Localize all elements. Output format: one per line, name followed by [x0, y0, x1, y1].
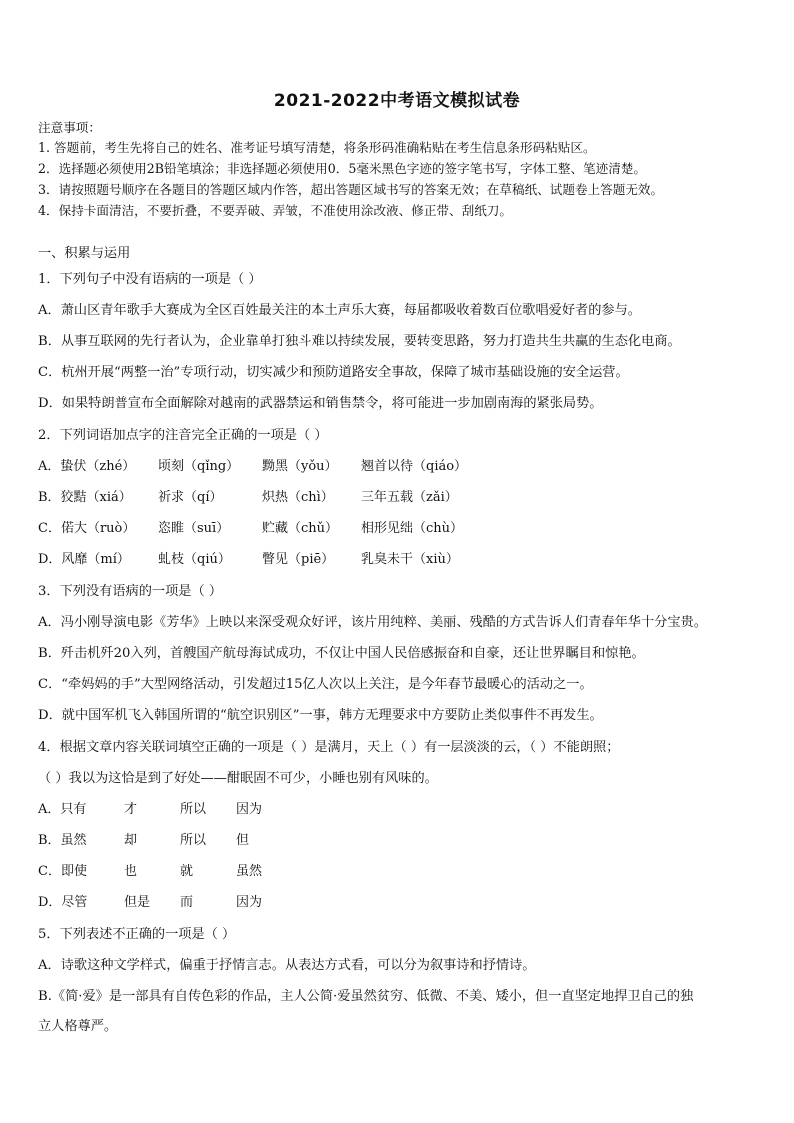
- q2-a-word-2: 顷刻（qǐng）: [158, 459, 240, 474]
- q2-c-word-1: C．偌大（ruò）: [38, 521, 136, 536]
- q2-d-word-3: 瞥见（piē）: [262, 552, 335, 567]
- q4-c-word-3: 就: [180, 864, 194, 879]
- q5-stem: 5．下列表述不正确的一项是（ ）: [38, 927, 236, 942]
- q2-c-word-4: 相形见绌（chù）: [361, 521, 464, 536]
- notice-item-1: 1. 答题前，考生先将自己的姓名、准考证号填写清楚，将条形码准确粘贴在考生信息条形码粘贴区。: [38, 140, 596, 155]
- q4-a-word-2: 才: [124, 802, 138, 817]
- q2-d-word-4: 乳臭未干（xiù）: [361, 552, 459, 567]
- q1-option-a: A．萧山区青年歌手大赛成为全区百姓最关注的本土声乐大赛，每届都吸收着数百位歌唱爱好者的参与。: [38, 303, 641, 318]
- q2-a-word-4: 翘首以待（qiáo）: [361, 459, 468, 474]
- q2-d-word-2: 虬枝（qiú）: [158, 552, 231, 567]
- q4-b-word-4: 但: [236, 833, 250, 848]
- notice-item-3: 3．请按照题号顺序在各题目的答题区域内作答，超出答题区域书写的答案无效；在草稿纸、试题卷上答题无效。: [38, 182, 664, 197]
- notice-item-2: 2．选择题必须使用2B铅笔填涂；非选择题必须使用0．5毫米黑色字迹的签字笔书写，字体工整、笔迹清楚。: [38, 161, 647, 176]
- q3-option-b: B．歼击机歼20入列，首艘国产航母海试成功，不仅让中国人民倍感振奋和自豪，还让世界瞩目和惊艳。: [38, 646, 645, 661]
- notice-heading: 注意事项：: [38, 120, 101, 135]
- q1-option-b: B．从事互联网的先行者认为，企业靠单打独斗难以持续发展，要转变思路，努力打造共生共赢的生态化电商。: [38, 334, 681, 349]
- q3-option-c: C．“牵妈妈的手”大型网络活动，引发超过15亿人次以上关注，是今年春节最暖心的活动之一。: [38, 677, 593, 692]
- q4-a-word-3: 所以: [180, 802, 207, 817]
- q4-b-word-3: 所以: [180, 833, 207, 848]
- q4-stem-line-2: （ ）我以为这恰是到了好处——酣眠固不可少，小睡也别有风味的。: [38, 771, 438, 786]
- q4-c-word-1: C．即使: [38, 864, 87, 879]
- q3-option-d: D．就中国军机飞入韩国所谓的“航空识别区”一事，韩方无理要求中方要防止类似事件不再发生。: [38, 708, 603, 723]
- section-heading: 一、积累与运用: [38, 246, 131, 261]
- q2-b-word-1: B．狡黠（xiá）: [38, 490, 132, 505]
- q4-c-word-2: 也: [124, 864, 138, 879]
- q4-a-word-1: A．只有: [38, 802, 87, 817]
- exam-title: 2021-2022中考语文模拟试卷: [273, 91, 521, 111]
- q4-d-word-1: D．尽管: [38, 895, 88, 910]
- q2-stem: 2．下列词语加点字的注音完全正确的一项是（ ）: [38, 428, 328, 443]
- q2-a-word-1: A．蛰伏（zhé）: [38, 459, 136, 474]
- q2-c-word-2: 恣睢（suī）: [158, 521, 230, 536]
- q2-b-word-3: 炽热（chì）: [262, 490, 334, 505]
- q4-c-word-4: 虽然: [236, 864, 263, 879]
- q2-a-word-3: 黝黑（yǒu）: [262, 459, 338, 474]
- q5-option-a: A．诗歌这种文学样式，偏重于抒情言志。从表达方式看，可以分为叙事诗和抒情诗。: [38, 958, 536, 973]
- q4-d-word-4: 因为: [236, 895, 263, 910]
- q4-d-word-2: 但是: [124, 895, 151, 910]
- q4-d-word-3: 而: [180, 895, 194, 910]
- q1-option-d: D．如果特朗普宣布全面解除对越南的武器禁运和销售禁令，将可能进一步加剧南海的紧张局势。: [38, 396, 603, 411]
- q2-d-word-1: D．风靡（mí）: [38, 552, 130, 567]
- q4-b-word-2: 却: [124, 833, 138, 848]
- q4-b-word-1: B．虽然: [38, 833, 87, 848]
- q4-stem-line-1: 4．根据文章内容关联词填空正确的一项是（ ）是满月，天上（ ）有一层淡淡的云，（ ）不能朗照；: [38, 740, 620, 755]
- q3-option-a: A．冯小刚导演电影《芳华》上映以来深受观众好评，该片用纯粹、美丽、残酷的方式告诉人们青春年华十分宝贵。: [38, 615, 707, 630]
- q5-option-b-continued: 立人格尊严。: [38, 1019, 118, 1034]
- q1-stem: 1．下列句子中没有语病的一项是（ ）: [38, 272, 262, 287]
- q2-b-word-4: 三年五载（zǎi）: [361, 490, 458, 505]
- q2-c-word-3: 贮藏（chǔ）: [262, 521, 339, 536]
- q3-stem: 3．下列没有语病的一项是（ ）: [38, 584, 223, 599]
- q5-option-b: B.《简·爱》是一部具有自传色彩的作品，主人公简·爱虽然贫穷、低微、不美、矮小，但一直坚定地捍卫自己的独: [38, 989, 694, 1004]
- q1-option-c: C．杭州开展“两整一治”专项行动，切实减少和预防道路安全事故，保障了城市基础设施的安全运营。: [38, 365, 629, 380]
- notice-item-4: 4．保持卡面清洁，不要折叠，不要弄破、弄皱，不准使用涂改液、修正带、刮纸刀。: [38, 203, 512, 218]
- q4-a-word-4: 因为: [236, 802, 263, 817]
- q2-b-word-2: 祈求（qí）: [158, 490, 223, 505]
